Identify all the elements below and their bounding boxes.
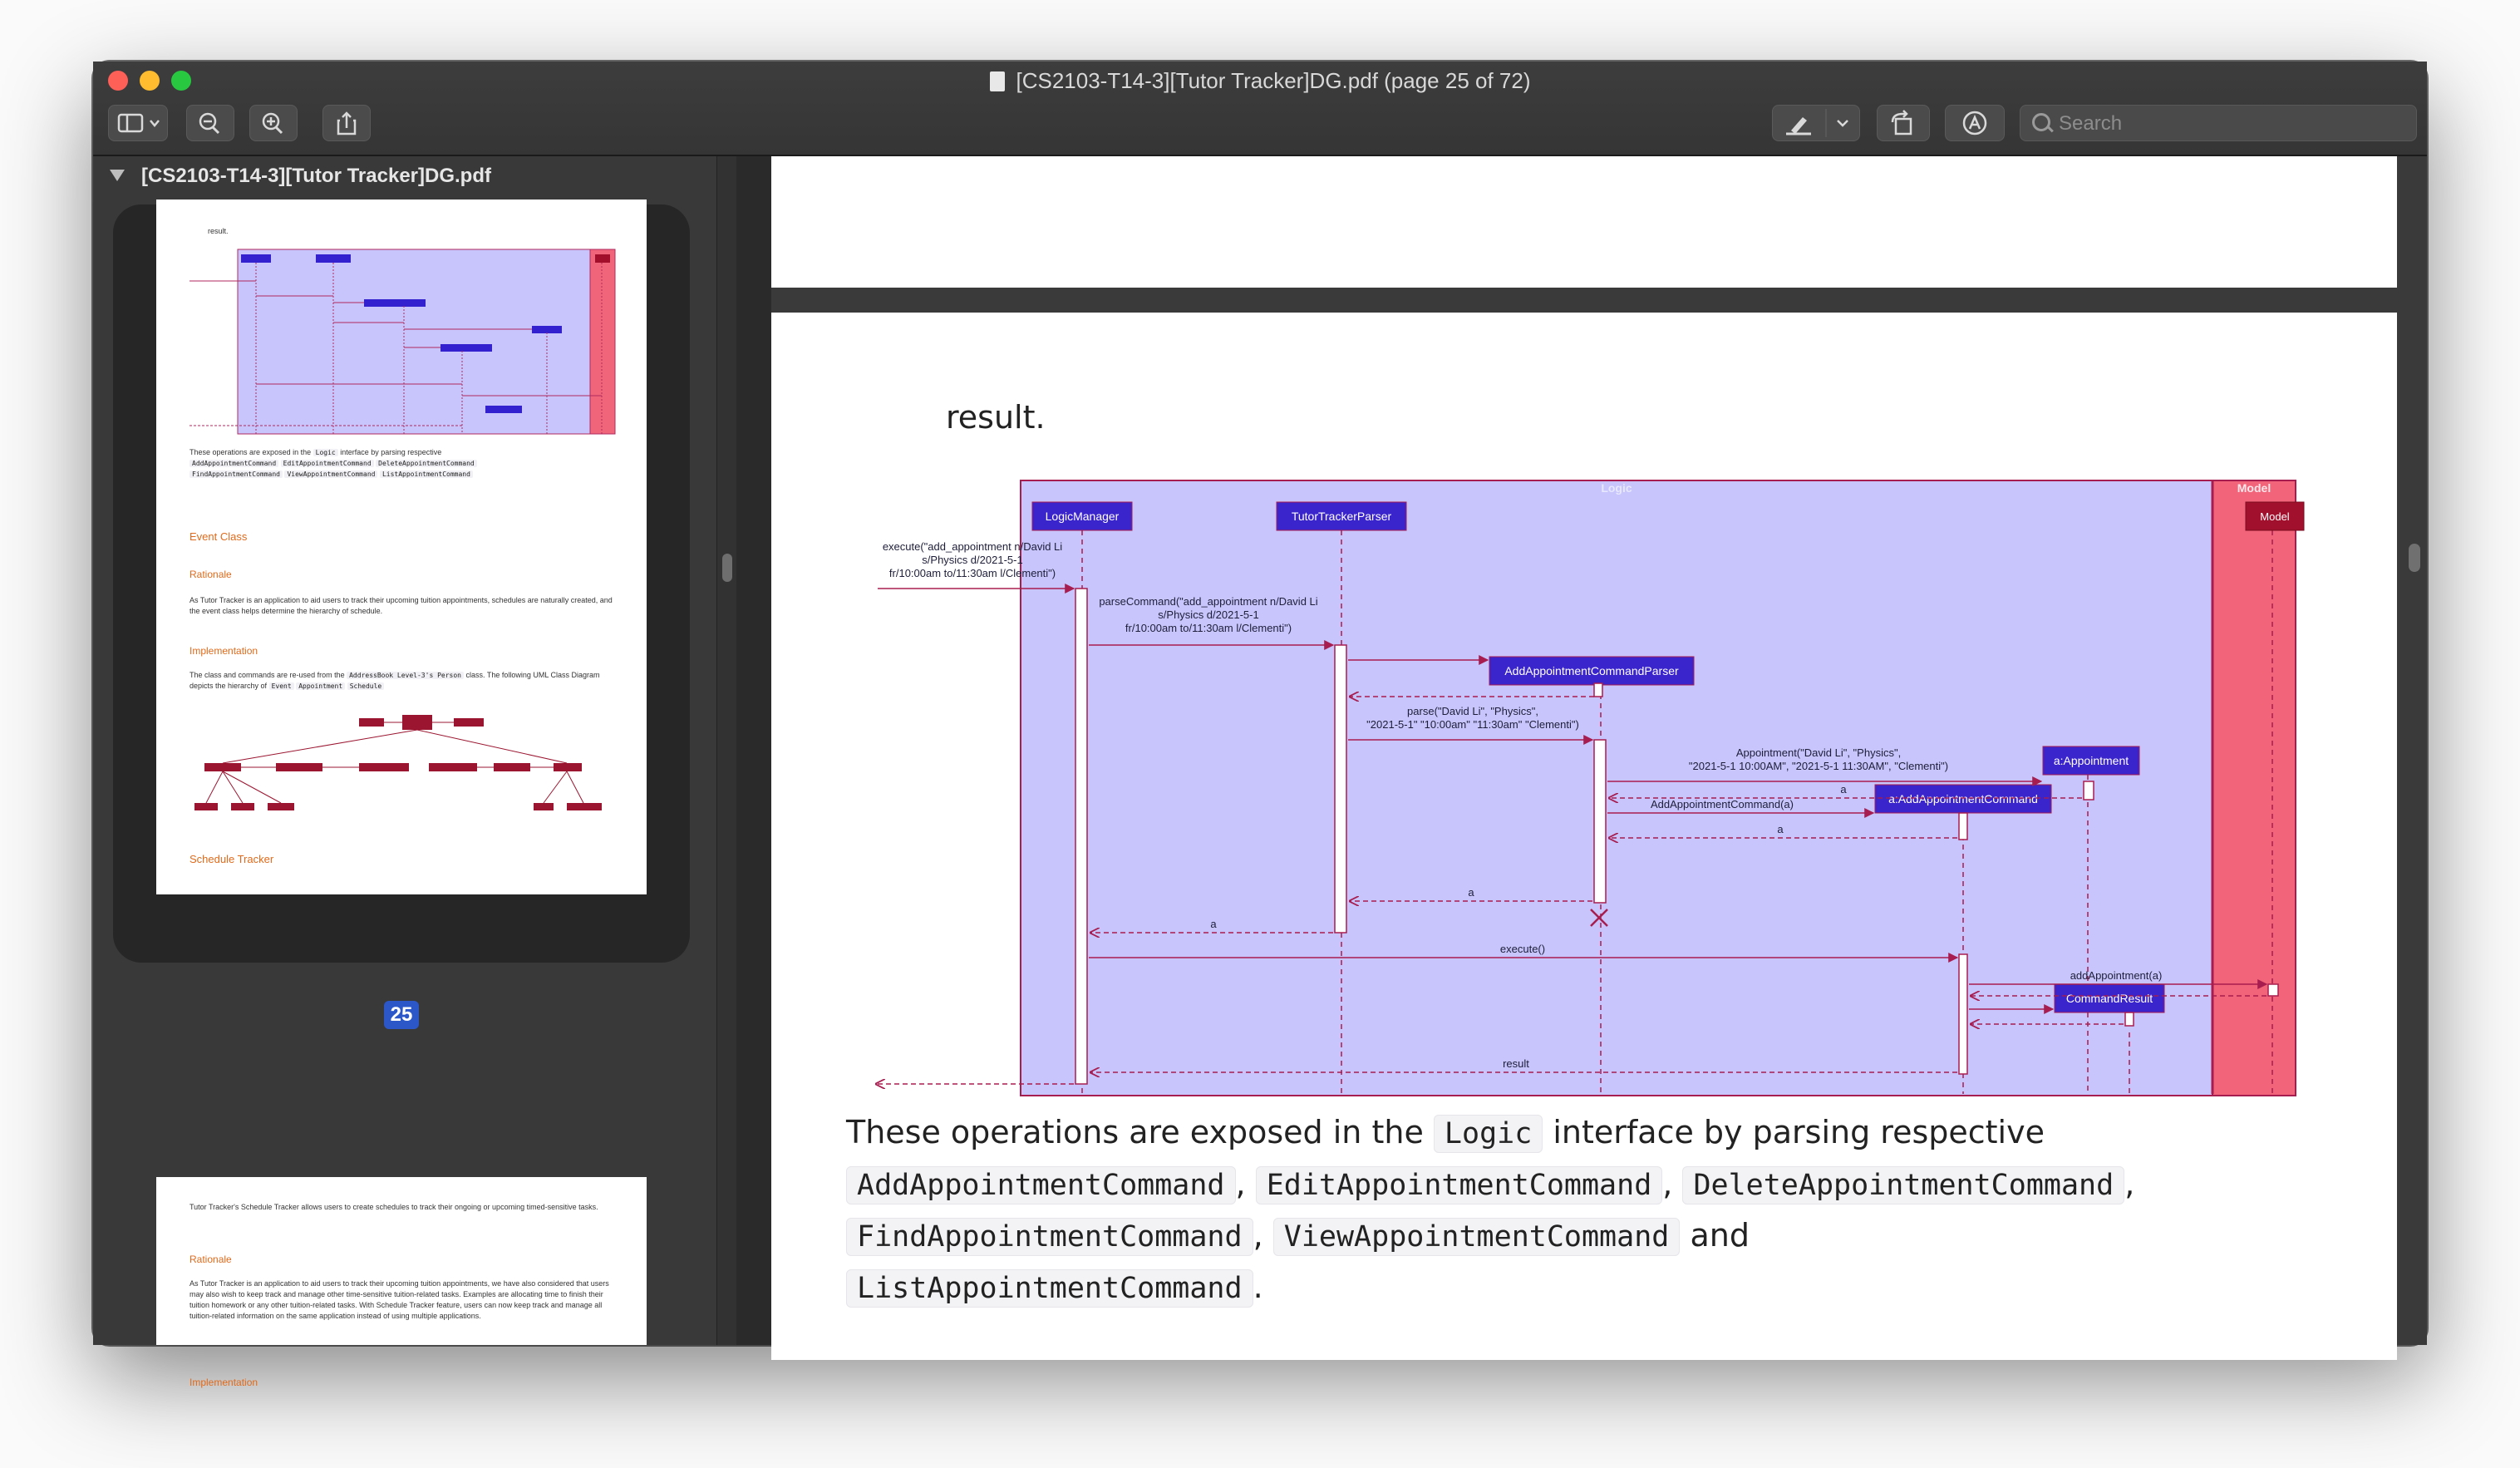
thumb-code-logic: Logic [313, 449, 338, 456]
participant-tutortrackerparser [1277, 502, 1406, 530]
thumb-impl-code-1: AddressBook Level-3's Person [347, 672, 464, 679]
markup-button[interactable] [1945, 105, 2005, 141]
thumb-result-text: result. [208, 227, 229, 235]
thumb26-heading-implementation: Implementation [189, 1377, 258, 1388]
search-field[interactable] [2020, 105, 2417, 141]
thumb-impl-code-event: Event [269, 682, 294, 690]
thumbnail-sidebar [93, 156, 736, 1388]
participant-commandresult-label: CommandResult [2065, 992, 2153, 1005]
thumb-impl-code-appointment: Appointment [296, 682, 345, 690]
thumb-ops-text-2: interface by parsing respective [340, 448, 442, 456]
preview-window [93, 62, 2427, 1388]
thumb26-rationale-text: As Tutor Tracker is an application to aid users to track their upcoming tuition appointments, we have also considered that users may also wish to keep track and manage other time-sensitive tuition-related tasks. Examples are allocating time to finish their tuition homework or any other tuition-related tasks. With Schedule Tracker feature, users can now keep track and manage all tuition-related information on the same application instead of using multiple applications. [189, 1279, 609, 1320]
page-25-thumbnail[interactable] [156, 200, 647, 894]
msg-return-a-appointment: a [1840, 783, 1847, 796]
msg-parsecommand-line2: s/Physics d/2021-5-1 [1158, 608, 1259, 621]
code-list-appointment-command: ListAppointmentCommand [846, 1269, 1253, 1308]
model-frame [2212, 480, 2296, 1096]
previous-page-bottom [771, 156, 2397, 288]
msg-parse-line2: "2021-5-1" "10:00am" "11:30am" "Clementi") [1366, 718, 1579, 731]
ops-text-2: interface by parsing respective [1553, 1114, 2045, 1150]
participant-logicmanager [1032, 502, 1132, 530]
participant-model [2246, 502, 2304, 530]
msg-execute-line1: execute("add_appointment n/David Li [882, 540, 1063, 553]
share-button[interactable] [322, 105, 371, 141]
msg-appointment-line1: Appointment("David Li", "Physics", [1735, 746, 1902, 759]
thumb-sequence-diagram [188, 243, 615, 442]
sequence-diagram [871, 479, 2290, 1094]
pdf-document-icon [990, 71, 1005, 91]
zoom-in-button[interactable] [249, 105, 298, 141]
thumb-code-view: ViewAppointmentCommand [284, 470, 377, 478]
sidebar-scrollbar[interactable] [716, 156, 737, 1345]
msg-execute-line3: fr/10:00am to/11:30am l/Clementi") [888, 567, 1056, 579]
msg-addappointment: addAppointment(a) [2070, 969, 2163, 982]
participant-add-parser-label: AddAppointmentCommandParser [1504, 664, 1679, 677]
msg-return-a-parser: a [1468, 886, 1474, 899]
thumb-code-edit: EditAppointmentCommand [281, 460, 374, 467]
document-scroll-knob[interactable] [2409, 544, 2420, 572]
msg-return-a-logic: a [1210, 918, 1217, 930]
thumb-heading-implementation: Implementation [189, 645, 258, 657]
current-page-number: 25 [384, 1001, 419, 1029]
sidebar-icon [109, 106, 167, 140]
msg-parse-line1: parse("David Li", "Physics", [1407, 705, 1538, 717]
msg-parsecommand-line3: fr/10:00am to/11:30am l/Clementi") [1125, 622, 1292, 634]
share-icon [323, 106, 370, 140]
rotate-button[interactable] [1877, 105, 1930, 141]
code-delete-appointment-command: DeleteAppointmentCommand [1682, 1166, 2124, 1204]
msg-return-a-command: a [1777, 823, 1784, 835]
thumb26-heading-rationale: Rationale [189, 1254, 232, 1265]
participant-commandresult [2055, 984, 2164, 1012]
markup-pen-icon [1946, 106, 2004, 140]
sidebar-scroll-knob[interactable] [722, 554, 732, 582]
msg-result: result [1503, 1057, 1529, 1070]
thumb-heading-schedule-tracker: Schedule Tracker [189, 853, 274, 865]
code-edit-appointment-command: EditAppointmentCommand [1256, 1166, 1663, 1204]
result-label: result. [946, 399, 1046, 436]
participant-parser-label: TutorTrackerParser [1291, 510, 1392, 523]
zoom-out-icon [187, 106, 234, 140]
highlighter-icon [1773, 106, 1859, 140]
thumb-impl-text-2: class. The following UML Class Diagram depicts the hierarchy of [189, 671, 600, 690]
pdf-page-25 [771, 313, 2397, 1360]
participant-add-command-label: a:AddAppointmentCommand [1888, 792, 2038, 805]
msg-parsecommand-line1: parseCommand("add_appointment n/David Li [1099, 595, 1318, 608]
thumb-code-delete: DeleteAppointmentCommand [376, 460, 477, 467]
msg-execute-call: execute() [1499, 943, 1546, 955]
zoom-in-icon [250, 106, 297, 140]
document-view [771, 156, 2427, 1345]
thumb-code-add: AddAppointmentCommand [189, 460, 278, 467]
logic-frame-label: Logic [1601, 481, 1632, 495]
ops-text-1: These operations are exposed in the [846, 1114, 1424, 1150]
msg-appointment-line2: "2021-5-1 10:00AM", "2021-5-1 11:30AM", "Clementi") [1688, 760, 1949, 772]
rotate-icon [1878, 106, 1929, 140]
participant-appointment-label: a:Appointment [2053, 754, 2129, 767]
sidebar-toggle-button[interactable] [108, 105, 168, 141]
window-title [93, 68, 2427, 93]
thumb-class-diagram [188, 702, 615, 811]
participant-logicmanager-label: LogicManager [1045, 510, 1120, 523]
search-input[interactable] [2057, 106, 2409, 142]
model-frame-label: Model [2237, 481, 2271, 495]
page-26-thumbnail[interactable] [156, 1177, 647, 1388]
msg-execute-line2: s/Physics d/2021-5-1 [922, 554, 1023, 566]
sidebar-document-name: [CS2103-T14-3][Tutor Tracker]DG.pdf [141, 165, 491, 187]
participant-addappointmentcommand [1875, 785, 2051, 813]
window-title-text: [CS2103-T14-3][Tutor Tracker]DG.pdf (page 25 of 72) [1016, 68, 1531, 93]
thumb-ops-text-1: These operations are exposed in the [189, 448, 312, 456]
thumb-rationale-text: As Tutor Tracker is an application to aid users to track their upcoming tuition appointments, schedules are naturally created, and the event class helps determine the hierarchy of schedule. [189, 596, 613, 615]
participant-appointment [2043, 746, 2139, 775]
ops-text-and: and [1690, 1217, 1750, 1254]
thumb-operations-text [189, 447, 613, 480]
code-logic: Logic [1434, 1115, 1543, 1153]
thumb-impl-code-schedule: Schedule [347, 682, 385, 690]
code-view-appointment-command: ViewAppointmentCommand [1273, 1218, 1681, 1256]
code-find-appointment-command: FindAppointmentCommand [846, 1218, 1253, 1256]
participant-addappointmentcommandparser [1489, 657, 1694, 685]
code-add-appointment-command: AddAppointmentCommand [846, 1166, 1236, 1204]
sidebar-document-row[interactable] [93, 156, 736, 196]
thumb-implementation-text [189, 670, 613, 692]
thumb-code-find: FindAppointmentCommand [189, 470, 283, 478]
title-bar [93, 62, 2427, 156]
sidebar-splitter[interactable] [736, 156, 770, 1345]
thumb26-intro-text: Tutor Tracker's Schedule Tracker allows users to create schedules to track their ongoing or upcoming timed-sensitive tasks. [189, 1203, 598, 1211]
thumb-heading-rationale: Rationale [189, 569, 232, 580]
participant-model-label: Model [2260, 510, 2290, 523]
zoom-out-button[interactable] [186, 105, 234, 141]
disclosure-triangle-icon[interactable] [110, 170, 125, 181]
msg-addappointmentcommand: AddAppointmentCommand(a) [1651, 798, 1794, 810]
highlight-button[interactable] [1772, 105, 1860, 141]
thumb-code-list: ListAppointmentCommand [380, 470, 473, 478]
operations-paragraph: These operations are exposed in the Logic interface by parsing respective AddAppointmentCommand , EditAppointmentCommand , DeleteAppointmentCommand , FindAppointmentCommand , ViewAppointmentCommand and ListAppointmentCommand . [846, 1107, 2143, 1313]
thumb-impl-text-1: The class and commands are re-used from the [189, 671, 345, 679]
thumb-heading-event: Event Class [189, 530, 248, 543]
search-icon [2032, 113, 2050, 131]
